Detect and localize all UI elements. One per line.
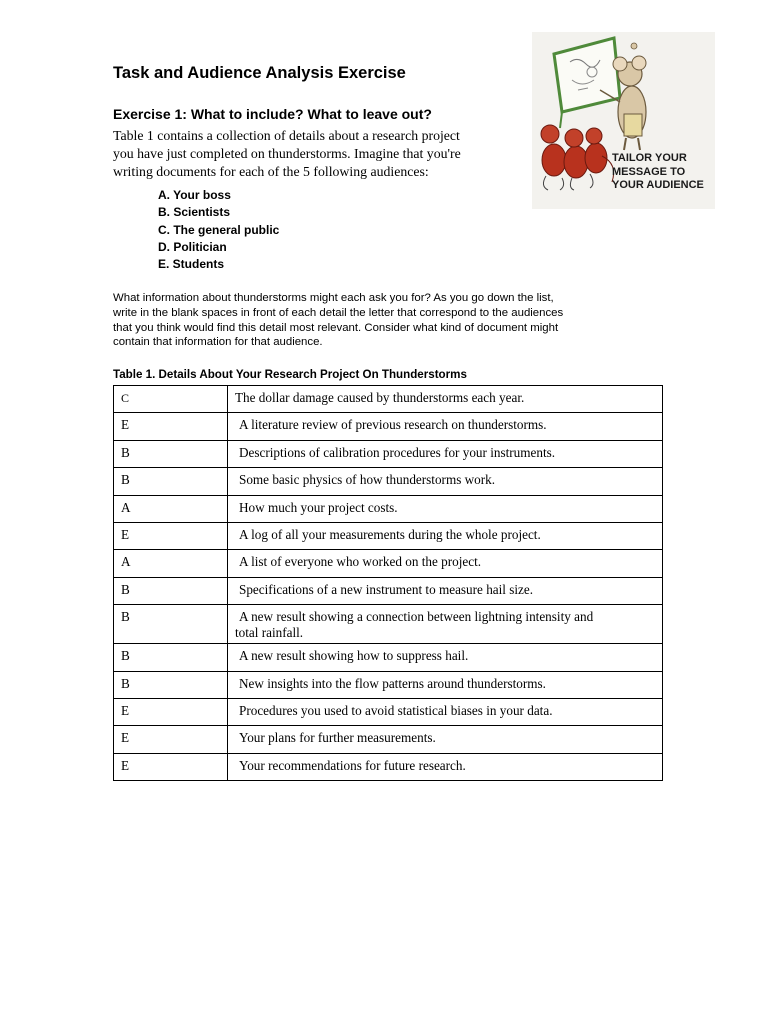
audience-letter-cell[interactable]: B	[114, 644, 228, 671]
audience-letter-cell[interactable]: B	[114, 577, 228, 604]
detail-cell	[228, 644, 663, 671]
detail-text: Descriptions of calibration procedures for your instruments.	[239, 444, 556, 460]
page-title: Task and Audience Analysis Exercise	[113, 64, 406, 82]
tailor-message-illustration	[532, 32, 715, 209]
figure-caption-line: TAILOR YOUR	[612, 152, 687, 164]
audience-letter-cell[interactable]: E	[114, 753, 228, 780]
audience-letter-cell[interactable]: A	[114, 495, 228, 522]
detail-text: A log of all your measurements during the whole project.	[239, 526, 541, 542]
figure-caption-line: MESSAGE TO	[612, 165, 686, 178]
intro-line: Table 1 contains a collection of details about a research project	[113, 128, 460, 143]
table-row	[114, 671, 663, 698]
detail-text: Your recommendations for future research.	[239, 757, 466, 773]
figure-caption	[612, 152, 704, 193]
audience-letter-cell[interactable]: B	[114, 605, 228, 644]
instructions-paragraph	[113, 291, 633, 350]
table-row	[114, 605, 663, 644]
audience-letter-cell[interactable]: C	[114, 386, 228, 413]
detail-text: A new result showing a connection between lightning intensity and	[239, 609, 594, 625]
instruction-line: write in the blank spaces in front of each detail the letter that correspond to the audiences	[113, 306, 564, 319]
audience-item: E. Students	[158, 257, 225, 272]
detail-text: total rainfall.	[235, 625, 304, 641]
instruction-line: contain that information for that audience.	[113, 336, 323, 349]
detail-cell	[228, 386, 663, 413]
detail-text: Specifications of a new instrument to measure hail size.	[239, 581, 534, 597]
audience-item: C. The general public	[158, 222, 280, 237]
table-row	[114, 386, 663, 413]
detail-text: Some basic physics of how thunderstorms work.	[239, 472, 496, 488]
detail-text: The dollar damage caused by thunderstorms each year.	[235, 390, 525, 405]
exercise-heading: Exercise 1: What to include? What to leave out?	[113, 106, 432, 122]
detail-cell	[228, 413, 663, 440]
detail-cell	[228, 468, 663, 495]
table-row	[114, 440, 663, 467]
detail-cell	[228, 522, 663, 549]
figure-caption-line: YOUR AUDIENCE	[612, 179, 704, 191]
audience-letter-cell[interactable]: A	[114, 550, 228, 577]
table-row	[114, 644, 663, 671]
table-row	[114, 413, 663, 440]
audience-letter-cell[interactable]: E	[114, 698, 228, 725]
audience-list	[158, 187, 279, 273]
detail-text: Procedures you used to avoid statistical biases in your data.	[239, 702, 553, 718]
detail-cell	[228, 698, 663, 725]
instruction-line: that you think would find this detail most relevant. Consider what kind of document might	[113, 321, 559, 334]
table-row	[114, 577, 663, 604]
intro-line: writing documents for each of the 5 following audiences:	[113, 164, 429, 179]
table-row	[114, 468, 663, 495]
audience-item: A. Your boss	[158, 188, 231, 202]
intro-line: you have just completed on thunderstorms. Imagine that you're	[113, 146, 461, 161]
detail-cell	[228, 605, 663, 644]
table-row	[114, 495, 663, 522]
audience-letter-cell[interactable]: B	[114, 440, 228, 467]
detail-cell	[228, 726, 663, 753]
detail-text: A list of everyone who worked on the project.	[239, 554, 482, 570]
table-row	[114, 753, 663, 780]
table-caption: Table 1. Details About Your Research Project On Thunderstorms	[113, 368, 467, 381]
instruction-line: What information about thunderstorms might each ask you for? As you go down the list,	[113, 292, 554, 304]
presentation-board	[554, 38, 624, 128]
detail-text: A new result showing how to suppress hail.	[239, 648, 469, 664]
detail-cell	[228, 671, 663, 698]
intro-paragraph	[113, 127, 513, 181]
detail-cell	[228, 577, 663, 604]
detail-cell	[228, 753, 663, 780]
detail-text: New insights into the flow patterns around thunderstorms.	[239, 675, 546, 691]
audience-letter-cell[interactable]: E	[114, 522, 228, 549]
audience-letter-cell[interactable]: E	[114, 413, 228, 440]
audience-mice	[541, 125, 614, 190]
detail-text: Your plans for further measurements.	[239, 730, 436, 746]
table-row	[114, 726, 663, 753]
audience-item: B. Scientists	[158, 205, 231, 220]
audience-item: D. Politician	[158, 239, 227, 254]
audience-letter-cell[interactable]: E	[114, 726, 228, 753]
detail-text: A literature review of previous research on thunderstorms.	[239, 417, 547, 433]
audience-letter-cell[interactable]: B	[114, 468, 228, 495]
table-row	[114, 522, 663, 549]
table-row	[114, 550, 663, 577]
details-table	[113, 385, 663, 781]
detail-text: How much your project costs.	[239, 499, 398, 515]
audience-letter-cell[interactable]: B	[114, 671, 228, 698]
table-row	[114, 698, 663, 725]
detail-cell	[228, 440, 663, 467]
detail-cell	[228, 550, 663, 577]
detail-cell	[228, 495, 663, 522]
